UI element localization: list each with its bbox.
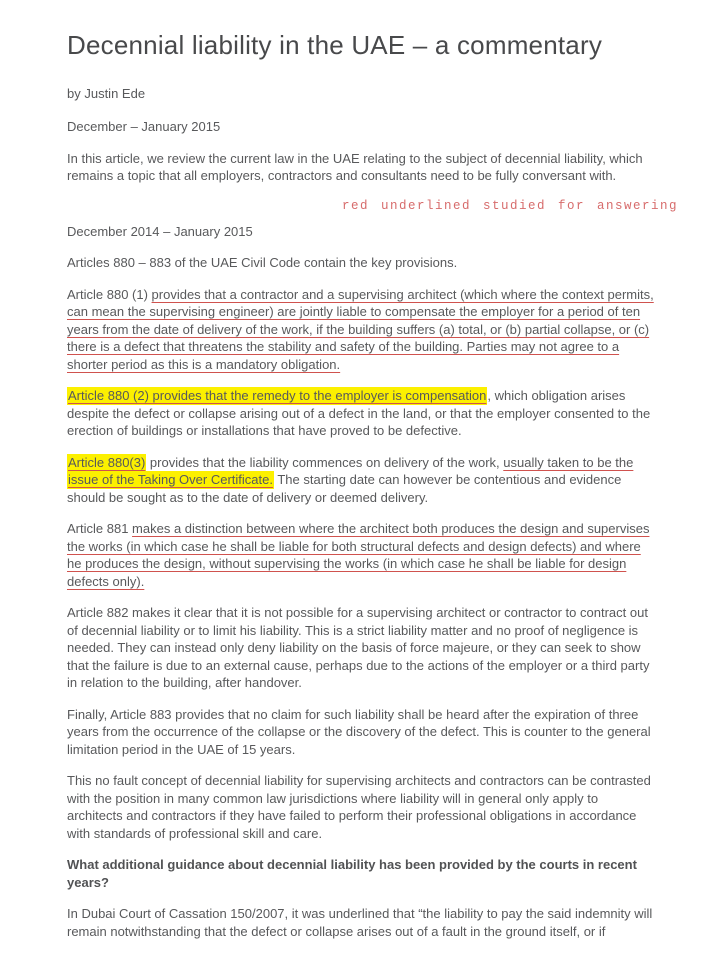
text-run: provides that the liability commences on delivery of the work, — [146, 454, 504, 470]
byline: by Justin Ede — [67, 85, 146, 101]
text-run: usually taken to be the — [503, 454, 634, 470]
paragraph-article-880-2 — [67, 387, 656, 440]
article-body — [67, 150, 678, 941]
paragraph-articles-overview — [67, 254, 656, 272]
text-run: makes a distinction between where the architect both produces the design and supervises the works (in which case he shall be liable for both structural defects and design defects) and where he produces the design, without supervising the works (in which case he shall be liable for design defects only). — [67, 521, 650, 589]
text-run: Article 880 (1) — [67, 286, 152, 302]
annotation-annotation-note: red underlined studied for answering — [341, 198, 678, 213]
paragraph-article-881 — [67, 520, 656, 590]
paragraph-cassation-150-2007 — [67, 905, 656, 940]
text-run: In this article, we review the current law in the UAE relating to the subject of decennial liability, which remains a topic that all employers, contractors and consultants need to be fully conversant with. — [67, 150, 643, 184]
text-run: The starting date can however be contentious and evidence should be sought as to the date of delivery or deemed delivery. — [67, 472, 622, 505]
paragraph-no-fault-contrast — [67, 772, 656, 842]
issue-date: December – January 2015 — [67, 118, 221, 134]
paragraph-date-range — [67, 223, 656, 241]
text-run: issue of the Taking Over Certificate. — [68, 472, 273, 488]
text-run: Article 880 (2) provides that the remedy to the employer is compensation — [68, 388, 487, 404]
page-title: Decennial liability in the UAE – a commentary — [67, 30, 603, 60]
text-run: Article 882 makes it clear that it is not possible for a supervising architect or contractor to contract out of decennial liability or to limit his liability. This is a strict liability matter and no proof of negligence is needed. They can instead only deny liability on the basis of force majeure, or they can seek to show that the failure is due to an external cause, perhaps due to the actions of the employer or a third party in relation to the building, after handover. — [67, 605, 650, 691]
text-run: Article 880(3) — [68, 454, 146, 470]
text-run: In Dubai Court of Cassation 150/2007, it was underlined that “the liability to pay the said indemnity will remain notwithstanding that the defect or collapse arises out of a fault in the ground itself, or if — [67, 906, 653, 939]
text-run: Articles 880 – 883 of the UAE Civil Code contain the key provisions. — [67, 255, 458, 271]
text-run: Finally, Article 883 provides that no claim for such liability shall be heard after the expiration of three years from the occurrence of the collapse or the discovery of the defect. This is counter to the general limitation period in the UAE of 15 years. — [67, 706, 651, 757]
text-run: December 2014 – January 2015 — [67, 223, 253, 239]
paragraph-intro — [67, 150, 656, 185]
paragraph-guidance-heading — [67, 856, 656, 891]
paragraph-article-883 — [67, 706, 656, 759]
text-run: This no fault concept of decennial liability for supervising architects and contractors can be contrasted with the position in many common law jurisdictions where liability will in general only apply to architects and contractors if they have failed to perform their professional obligations in accordance with standards of professional skill and care. — [67, 773, 651, 841]
text-run: Article 881 — [67, 521, 133, 537]
text-run: What additional guidance about decennial liability has been provided by the courts in recent years? — [67, 857, 637, 890]
paragraph-article-880-3 — [67, 454, 656, 507]
text-run: , which obligation arises despite the defect or collapse arising out of a defect in the land, or that the employer consented to the erection of buildings or installations that have proved to be defective. — [67, 388, 651, 439]
paragraph-article-880-1 — [67, 286, 656, 374]
paragraph-article-882 — [67, 604, 656, 692]
text-run: provides that a contractor and a supervising architect (which where the context permits, can mean the supervising engineer) are jointly liable to compensate the employer for a period of ten years from the date of delivery of the work, if the building suffers (a) total, or (b) partial collapse, or (c) there is a defect that threatens the stability and safety of the building. Parties may not agree to a shorter period as this is a mandatory obligation. — [67, 286, 654, 372]
